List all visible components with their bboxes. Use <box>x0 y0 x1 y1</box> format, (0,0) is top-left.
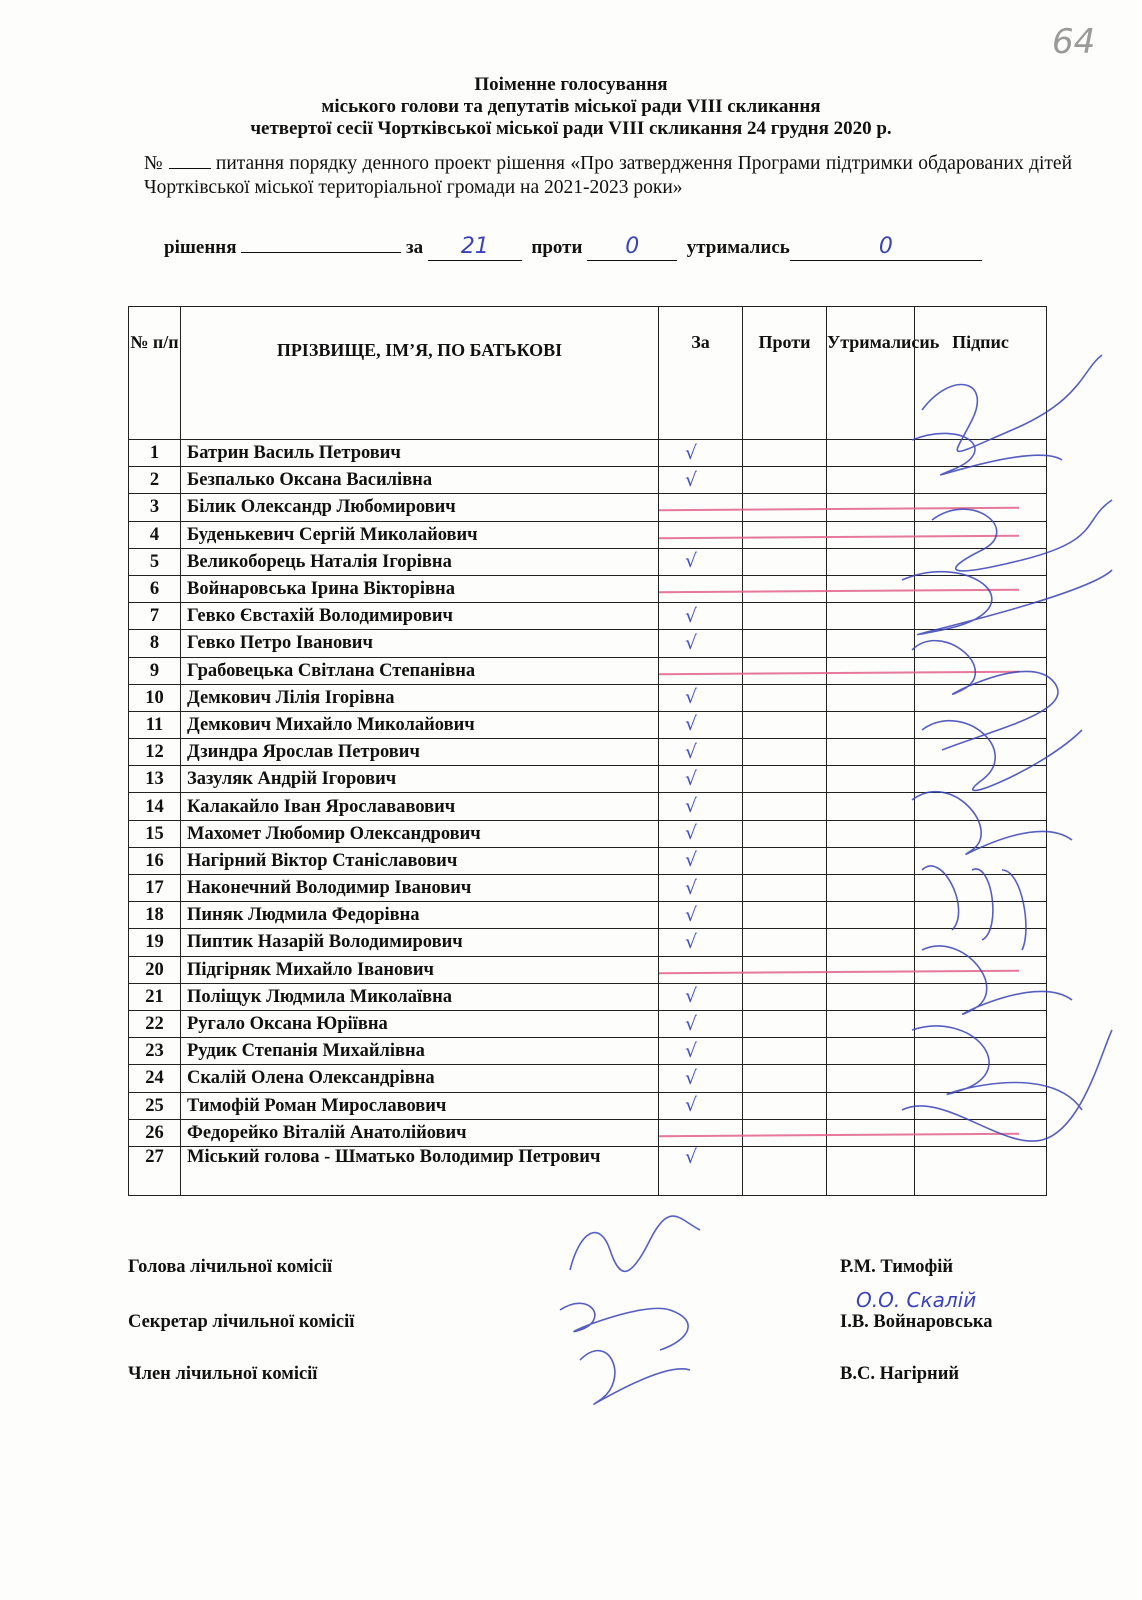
check-mark-icon: √ <box>685 686 698 709</box>
vote-against-cell <box>743 875 827 902</box>
abstain-label: утримались <box>686 237 790 258</box>
vote-for-cell <box>659 1146 743 1195</box>
title-line-1: Поіменне голосування <box>474 74 668 95</box>
deputy-name: Грабовецька Світлана Степанівна <box>181 657 659 684</box>
row-number: 15 <box>129 820 181 847</box>
vote-for-cell <box>659 820 743 847</box>
header-against: Проти <box>743 307 827 440</box>
vote-against-cell <box>743 603 827 630</box>
agenda-item <box>144 152 1072 200</box>
item-number-blank <box>169 168 211 169</box>
deputy-name: Федорейко Віталій Анатолійович <box>181 1119 659 1146</box>
row-number: 7 <box>129 603 181 630</box>
check-mark-icon: √ <box>685 1066 698 1089</box>
vote-for-cell <box>659 711 743 738</box>
deputy-name: Міський голова - Шматько Володимир Петрович <box>181 1146 659 1195</box>
vote-against-cell <box>743 820 827 847</box>
title-line-2: міського голови та депутатів міської ради VIII скликання <box>321 96 821 117</box>
row-number: 24 <box>129 1065 181 1092</box>
header-signature: Підпис <box>915 307 1047 440</box>
row-number: 20 <box>129 956 181 983</box>
commission-role: Голова лічильної комісії <box>128 1257 333 1277</box>
row-number: 14 <box>129 793 181 820</box>
deputy-name: Тимофій Роман Мирославович <box>181 1092 659 1119</box>
vote-against-cell <box>743 657 827 684</box>
vote-for-cell <box>659 1038 743 1065</box>
row-number: 1 <box>129 440 181 467</box>
deputy-name: Поліщук Людмила Миколаївна <box>181 983 659 1010</box>
deputy-name: Зазуляк Андрій Ігорович <box>181 766 659 793</box>
deputy-name: Дзиндра Ярослав Петрович <box>181 739 659 766</box>
check-mark-icon: √ <box>685 795 698 818</box>
check-mark-icon: √ <box>685 1094 698 1117</box>
deputy-name: Білик Олександр Любомирович <box>181 494 659 521</box>
vote-against-cell <box>743 1010 827 1037</box>
row-number: 8 <box>129 630 181 657</box>
vote-for-cell <box>659 929 743 956</box>
vote-against-cell <box>743 521 827 548</box>
row-number: 23 <box>129 1038 181 1065</box>
decision-summary <box>164 230 1064 261</box>
vote-against-cell <box>743 1038 827 1065</box>
vote-for-cell <box>659 793 743 820</box>
vote-for-cell <box>659 847 743 874</box>
vote-against-cell <box>743 956 827 983</box>
vote-against-cell <box>743 766 827 793</box>
row-number: 5 <box>129 548 181 575</box>
vote-against-cell <box>743 630 827 657</box>
decision-field <box>241 230 401 253</box>
document-title <box>0 74 1142 140</box>
check-mark-icon: √ <box>685 713 698 736</box>
vote-for-cell <box>659 1065 743 1092</box>
vote-against-cell <box>743 902 827 929</box>
deputy-name: Батрин Василь Петрович <box>181 440 659 467</box>
commission-role: Секретар лічильної комісії <box>128 1312 355 1332</box>
vote-for-cell <box>659 1010 743 1037</box>
check-mark-icon: √ <box>685 903 698 926</box>
check-mark-icon: √ <box>685 441 698 464</box>
check-mark-icon: √ <box>685 849 698 872</box>
against-label: проти <box>531 237 583 258</box>
abstain-count: 0 <box>790 238 982 261</box>
vote-against-cell <box>743 1092 827 1119</box>
row-number: 11 <box>129 711 181 738</box>
vote-against-cell <box>743 548 827 575</box>
check-mark-icon: √ <box>685 767 698 790</box>
item-number-prefix: № <box>144 153 164 174</box>
vote-for-cell <box>659 521 743 548</box>
vote-for-cell <box>659 630 743 657</box>
row-number: 13 <box>129 766 181 793</box>
header-num: № п/п <box>129 307 181 440</box>
vote-against-cell <box>743 575 827 602</box>
deputy-name: Пиняк Людмила Федорівна <box>181 902 659 929</box>
vote-against-cell <box>743 494 827 521</box>
row-number: 4 <box>129 521 181 548</box>
row-number: 16 <box>129 847 181 874</box>
row-number: 19 <box>129 929 181 956</box>
header-for: За <box>659 307 743 440</box>
check-mark-icon: √ <box>685 740 698 763</box>
row-number: 18 <box>129 902 181 929</box>
vote-against-cell <box>743 929 827 956</box>
deputy-name: Демкович Лілія Ігорівна <box>181 684 659 711</box>
check-mark-icon: √ <box>685 876 698 899</box>
deputy-name: Великоборець Наталія Ігорівна <box>181 548 659 575</box>
check-mark-icon: √ <box>685 468 698 491</box>
for-count: 21 <box>428 238 522 261</box>
vote-against-cell <box>743 711 827 738</box>
vote-for-cell <box>659 657 743 684</box>
vote-against-cell <box>743 1119 827 1146</box>
deputy-name: Скалій Олена Олександрівна <box>181 1065 659 1092</box>
row-number: 10 <box>129 684 181 711</box>
check-mark-icon: √ <box>685 550 698 573</box>
check-mark-icon: √ <box>685 985 698 1008</box>
row-number: 2 <box>129 467 181 494</box>
deputy-name: Гевко Петро Іванович <box>181 630 659 657</box>
row-number: 25 <box>129 1092 181 1119</box>
deputy-name: Калакайло Іван Ярослававович <box>181 793 659 820</box>
vote-for-cell <box>659 467 743 494</box>
for-label: за <box>406 237 424 258</box>
vote-against-cell <box>743 1146 827 1195</box>
vote-for-cell <box>659 684 743 711</box>
check-mark-icon: √ <box>685 631 698 654</box>
page-number: 64 <box>1052 22 1096 62</box>
row-number: 6 <box>129 575 181 602</box>
deputy-name: Войнаровська Ірина Вікторівна <box>181 575 659 602</box>
deputy-name: Пиптик Назарій Володимирович <box>181 929 659 956</box>
vote-against-cell <box>743 793 827 820</box>
deputy-name: Демкович Михайло Миколайович <box>181 711 659 738</box>
check-mark-icon: √ <box>685 930 698 953</box>
row-number: 12 <box>129 739 181 766</box>
deputy-name: Наконечний Володимир Іванович <box>181 875 659 902</box>
vote-for-cell <box>659 983 743 1010</box>
vote-for-cell <box>659 603 743 630</box>
vote-against-cell <box>743 983 827 1010</box>
vote-for-cell <box>659 575 743 602</box>
commission-member: Р.М. Тимофій <box>840 1257 954 1277</box>
vote-for-cell <box>659 494 743 521</box>
vote-against-cell <box>743 847 827 874</box>
deputy-name: Рудик Степанія Михайлівна <box>181 1038 659 1065</box>
check-mark-icon: √ <box>685 822 698 845</box>
check-mark-icon: √ <box>685 1012 698 1035</box>
decision-label: рішення <box>164 237 237 258</box>
vote-for-cell <box>659 1092 743 1119</box>
vote-against-cell <box>743 1065 827 1092</box>
deputy-name: Махомет Любомир Олександрович <box>181 820 659 847</box>
against-count: 0 <box>587 238 677 261</box>
commission-signatures <box>540 1210 720 1410</box>
vote-for-cell <box>659 902 743 929</box>
vote-against-cell <box>743 684 827 711</box>
check-mark-icon: √ <box>685 1039 698 1062</box>
row-number: 26 <box>129 1119 181 1146</box>
deputy-name: Підгірняк Михайло Іванович <box>181 956 659 983</box>
deputy-name: Нагірний Віктор Станіславович <box>181 847 659 874</box>
row-number: 22 <box>129 1010 181 1037</box>
commission-member: І.В. Войнаровська <box>840 1312 993 1332</box>
vote-for-cell <box>659 956 743 983</box>
deputy-name: Буденькевич Сергій Миколайович <box>181 521 659 548</box>
title-line-3: четвертої сесії Чортківської міської ради VIII скликання 24 грудня 2020 р. <box>250 118 892 139</box>
vote-for-cell <box>659 766 743 793</box>
row-number: 9 <box>129 657 181 684</box>
secretary-handwritten-note: О.О. Скалій <box>856 1288 977 1312</box>
commission-member: В.С. Нагірний <box>840 1364 960 1384</box>
row-number: 27 <box>129 1146 181 1195</box>
row-number: 3 <box>129 494 181 521</box>
vote-for-cell <box>659 1119 743 1146</box>
header-name: ПРІЗВИЩЕ, ІМ’Я, ПО БАТЬКОВІ <box>181 307 659 440</box>
item-text: питання порядку денного проект рішення «Про затвердження Програми підтримки обдарованих дітей Чортківської міської територіальної громади на 2021-2023 роки» <box>144 153 1073 198</box>
row-number: 17 <box>129 875 181 902</box>
deputy-name: Безпалько Оксана Василівна <box>181 467 659 494</box>
header-abstain: Утрималисиь <box>827 307 915 440</box>
vote-against-cell <box>743 739 827 766</box>
vote-for-cell <box>659 440 743 467</box>
commission-role: Член лічильної комісії <box>128 1364 318 1384</box>
vote-against-cell <box>743 440 827 467</box>
vote-for-cell <box>659 875 743 902</box>
vote-against-cell <box>743 467 827 494</box>
row-number: 21 <box>129 983 181 1010</box>
signature-scribbles <box>882 350 1122 1170</box>
vote-for-cell <box>659 548 743 575</box>
check-mark-icon: √ <box>685 1145 698 1168</box>
check-mark-icon: √ <box>685 604 698 627</box>
deputy-name: Ругало Оксана Юріївна <box>181 1010 659 1037</box>
vote-for-cell <box>659 739 743 766</box>
deputy-name: Гевко Євстахій Володимирович <box>181 603 659 630</box>
